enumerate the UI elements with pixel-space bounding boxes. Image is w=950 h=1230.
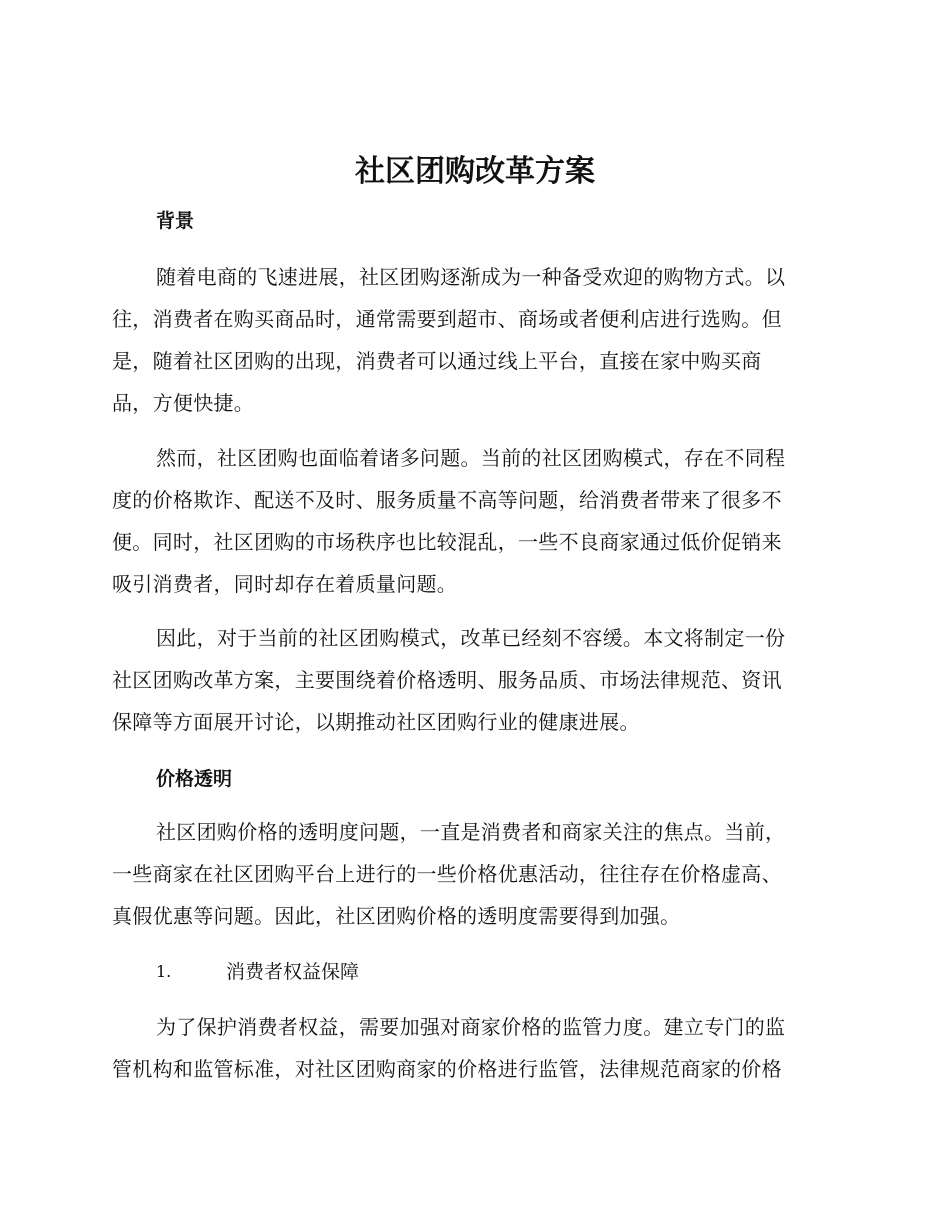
list-item-text: 消费者权益保障 xyxy=(226,961,360,983)
numbered-list-item xyxy=(156,957,796,987)
document-title: 社区团购改革方案 xyxy=(355,154,595,189)
paragraph-line: 品，方便快捷。 xyxy=(112,391,255,415)
paragraph-line: 便。同时，社区团购的市场秩序也比较混乱，一些不良商家通过低价促销来 xyxy=(112,530,782,554)
paragraph xyxy=(112,811,842,937)
paragraph xyxy=(112,437,842,605)
paragraph-line: 因此，对于当前的社区团购模式，改革已经刻不容缓。本文将制定一份 xyxy=(156,626,786,650)
paragraph-line: 为了保护消费者权益，需要加强对商家价格的监管力度。建立专门的监 xyxy=(156,1015,786,1039)
list-number: 1. xyxy=(156,962,172,981)
paragraph-line: 保障等方面展开讨论，以期推动社区团购行业的健康进展。 xyxy=(112,710,640,734)
paragraph xyxy=(112,1006,842,1090)
paragraph-line: 真假优惠等问题。因此，社区团购价格的透明度需要得到加强。 xyxy=(112,904,681,928)
paragraph-line: 度的价格欺诈、配送不及时、服务质量不高等问题，给消费者带来了很多不 xyxy=(112,488,782,512)
paragraph xyxy=(112,617,842,743)
paragraph-line: 往，消费者在购买商品时，通常需要到超市、商场或者便利店进行选购。但 xyxy=(112,307,782,331)
paragraph-line: 是，随着社区团购的出现，消费者可以通过线上平台，直接在家中购买商 xyxy=(112,349,762,373)
paragraph-line: 吸引消费者，同时却存在着质量问题。 xyxy=(112,572,458,596)
paragraph xyxy=(112,256,842,424)
paragraph-line: 社区团购价格的透明度问题，一直是消费者和商家关注的焦点。当前， xyxy=(156,820,786,844)
paragraph-line: 随着电商的飞速进展，社区团购逐渐成为一种备受欢迎的购物方式。以 xyxy=(156,265,786,289)
section-heading-background: 背景 xyxy=(156,210,195,232)
paragraph-line: 管机构和监管标准，对社区团购商家的价格进行监管，法律规范商家的价格 xyxy=(112,1057,782,1081)
paragraph-line: 社区团购改革方案，主要围绕着价格透明、服务品质、市场法律规范、资讯 xyxy=(112,668,782,692)
paragraph-line: 一些商家在社区团购平台上进行的一些价格优惠活动，往往存在价格虚高、 xyxy=(112,862,782,886)
section-heading-price-transparency: 价格透明 xyxy=(156,768,233,790)
paragraph-line: 然而，社区团购也面临着诸多问题。当前的社区团购模式，存在不同程 xyxy=(156,446,786,470)
